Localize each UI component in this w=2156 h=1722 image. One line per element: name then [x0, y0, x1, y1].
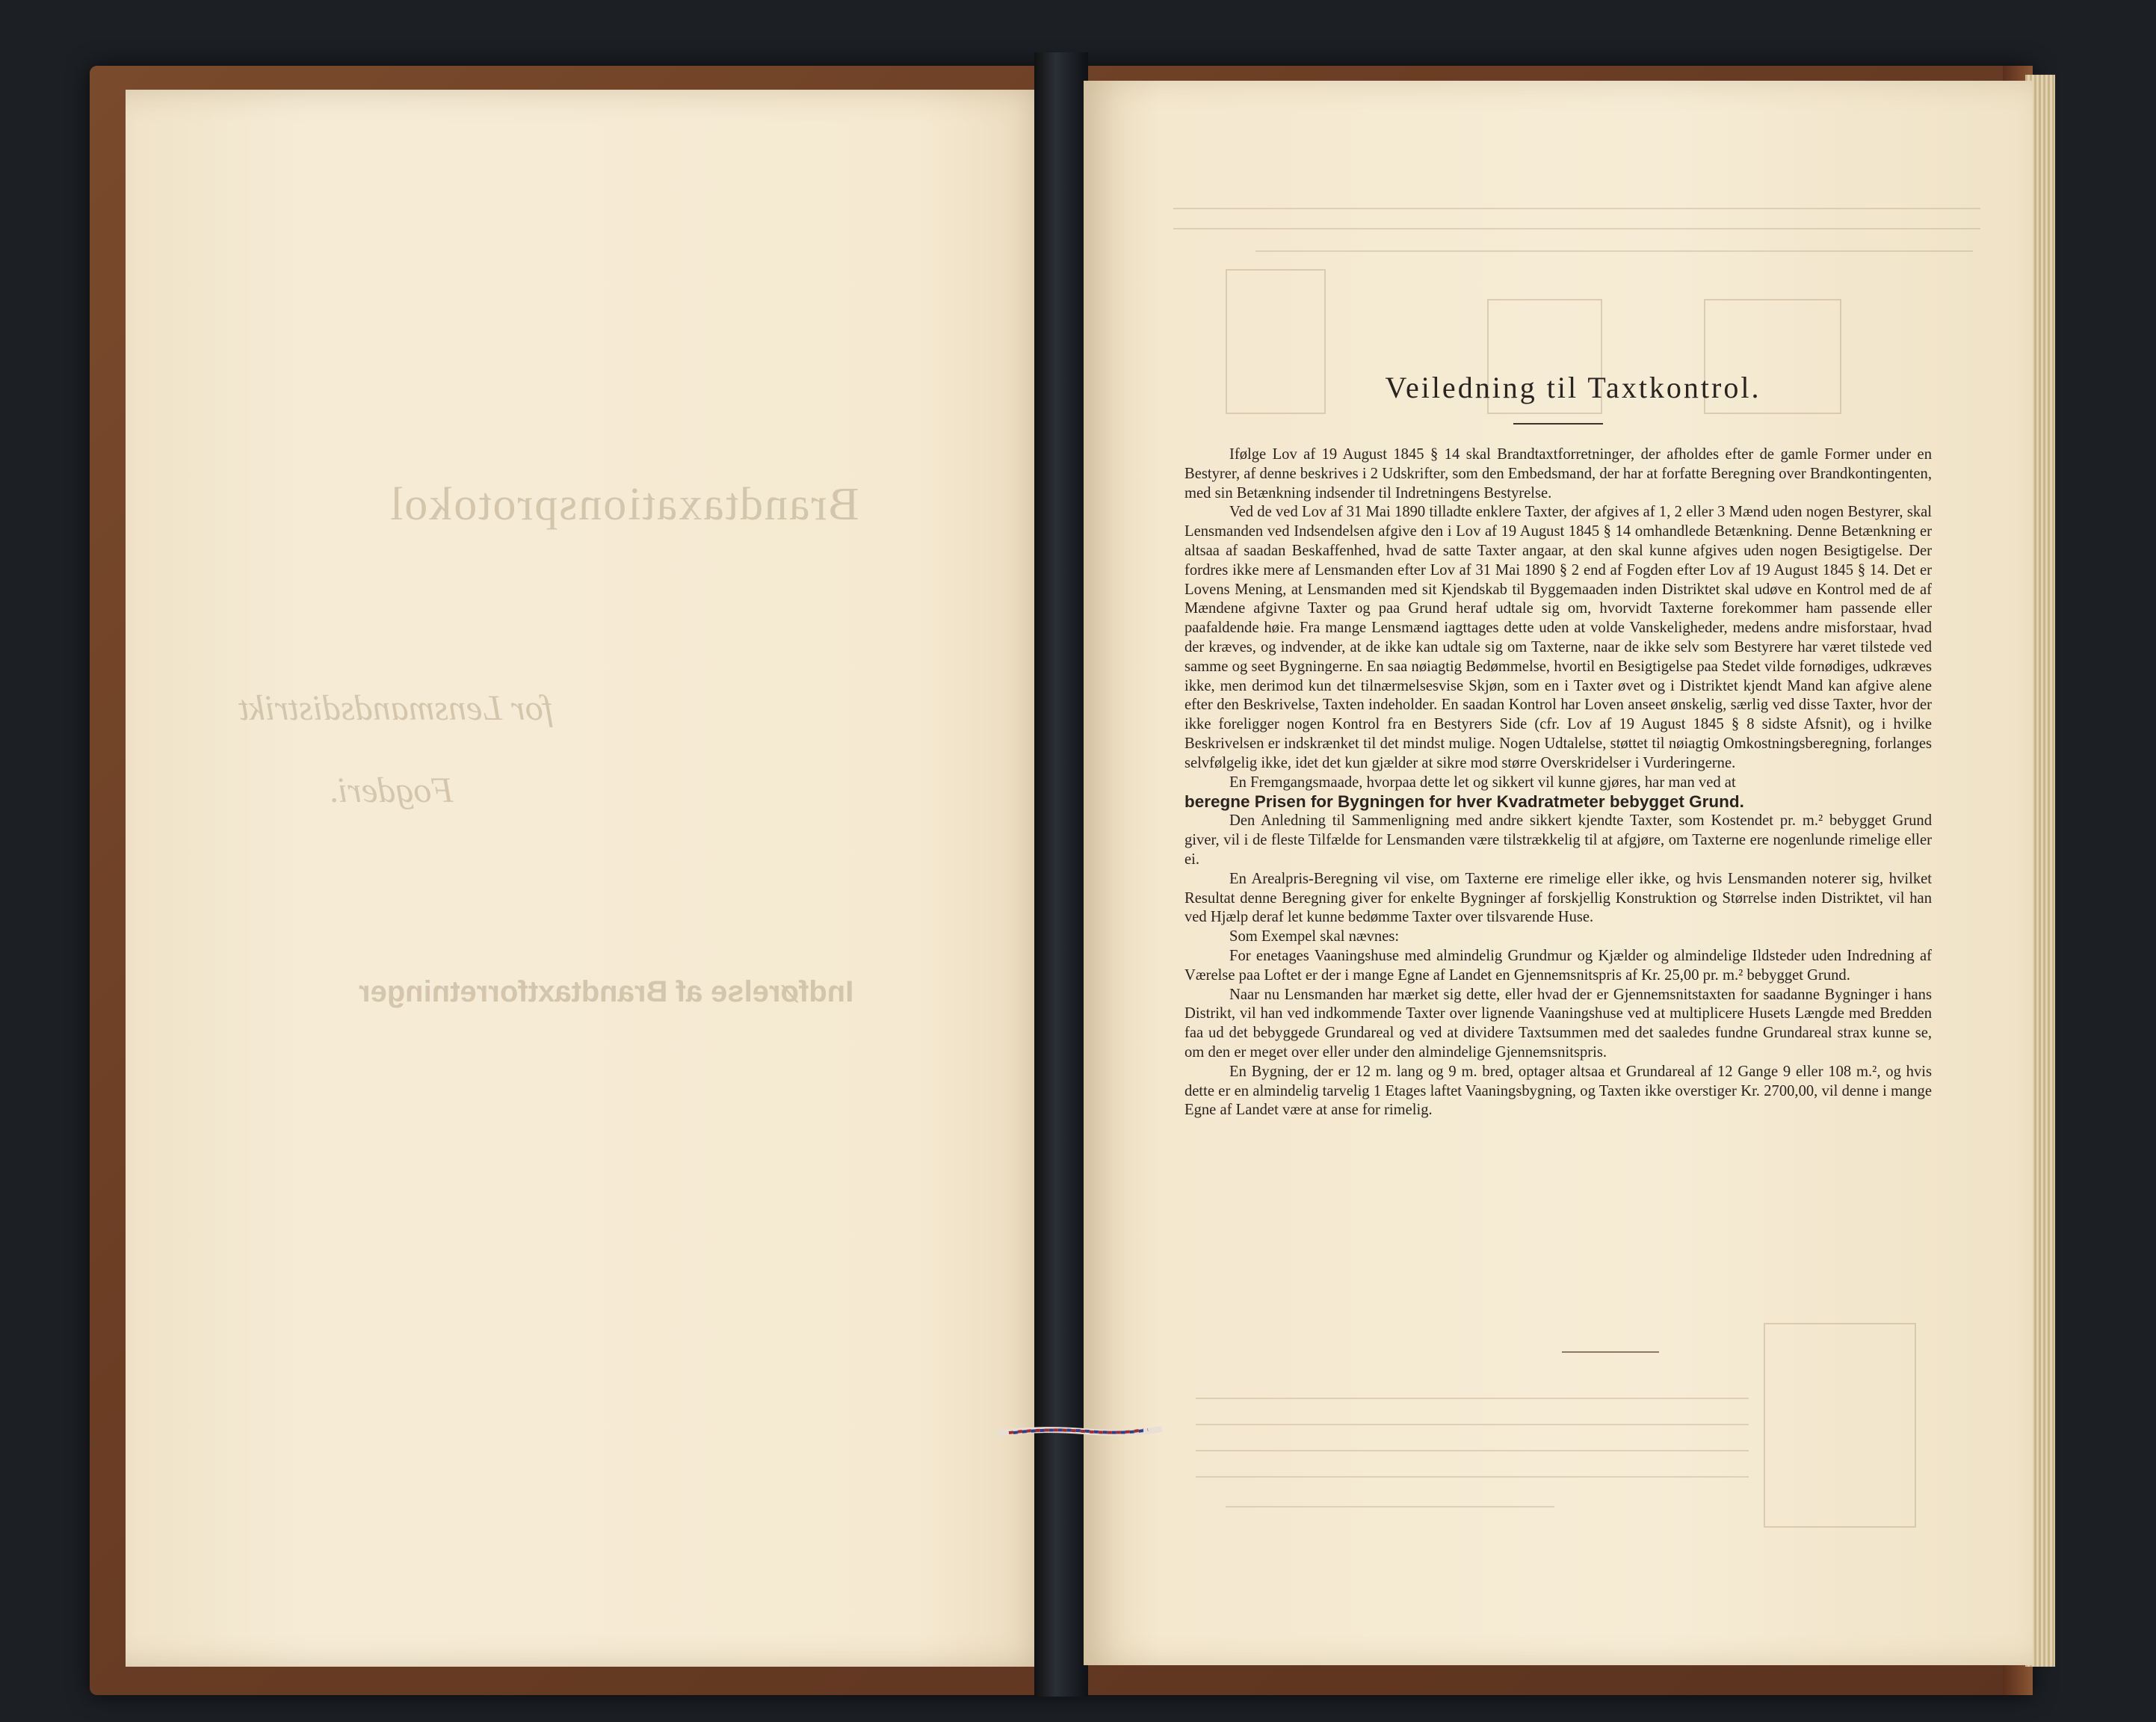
- ghost-line: [1196, 1424, 1749, 1425]
- paragraph: For enetages Vaaningshuse med almindelig Grundmur og Kjælder og almindelige Ildsteder uden Indredning af Værelse paa Loftet er der i mange Egne af Landet en Gjennemsnitspris af Kr. 25,00 pr. m.² bebygget Grund.: [1184, 947, 1932, 984]
- ghost-line: [1173, 208, 1980, 209]
- left-bleed-subtitle: Indførelse af Brandtaxtforretninger: [359, 975, 854, 1008]
- book-spine: [1034, 52, 1088, 1697]
- paragraph: Som Exempel skal nævnes:: [1229, 928, 1400, 945]
- ghost-line: [1226, 1506, 1554, 1507]
- paragraph: Ved de ved Lov af 31 Mai 1890 tilladte enklere Taxter, der afgives af 1, 2 eller 3 Mænd uden nogen Bestyrer, skal Lensmanden ved Indsendelsen afgive den i Lov af 19 August 1845 § 14 omhandlede Betænkning. Denne Betænkning er altsaa af saadan Beskaffenhed, hvad de satte Taxter angaar, at den skal kunne afgives uden nogen Besigtigelse. Der fordres ikke mere af Lensmanden efter Lov af 31 Mai 1890 § 2 end af Fogden efter Lov af 19 August 1845 § 14. Det er Lovens Mening, at Lensmanden med sit Kjendskab til Byggemaaden inden Distriktet skal udøve en Kontrol med de af Mændene afgivne Taxter og paa Grund heraf udtale sig om, hvorvidt Taxterne forekommer ham passende eller paafaldende høie. Fra mange Lensmænd iagttages dette uden at volde Vanskeligheder, medens andre misforstaar, hvad der kræves, og indvender, at de ikke kan udtale sig om Taxterne, naar de ikke selv som Bestyrere har været tilstede ved samme og seet Bygningerne. En saa nøiagtig Bedømmelse, hvortil en Besigtigelse paa Stedet vilde fornødiges, udkræves ikke, men derimod kun det tilnærmelsesvise Skjøn, som en i Taxter øvet og i Distriktet kjendt Mand kan afgive alene efter den Beskrivelse, Taxten indeholder. En saadan Kontrol har Loven anseet ønskelig, særlig ved disse Taxter, hvor der ikke foreligger nogen Kontrol fra en Bestyrers Side (cfr. Lov af 19 August 1845 § 8 sidste Afsnit), og i hvilke Beskrivelsen er indskrænket til det mindst mulige. Nogen Udtalelse, støttet til nøiagtig Omkostningsberegning, forlanges selvfølgelig ikke, idet det kun gjælder at sikre mod større Overskridelser i Vurderingerne.: [1184, 504, 1932, 771]
- ghost-box: [1764, 1323, 1916, 1528]
- instruction-text: [1184, 370, 1932, 1120]
- paragraph: Den Anledning til Sammenligning med andre sikkert kjendte Taxter, som Kostendet pr. m.² bebygget Grund giver, vil i de fleste Tilfælde for Lensmanden være tilstrækkelig til at afgjøre, om Taxterne ere nogenlunde rimelige eller ei.: [1184, 812, 1932, 868]
- emphasized-line: beregne Prisen for Bygningen for hver Kvadratmeter bebygget Grund.: [1184, 792, 1744, 812]
- paragraph: En Fremgangsmaade, hvorpaa dette let og sikkert vil kunne gjøres, har man ved at: [1229, 774, 1736, 791]
- left-bleed-title: Brandtaxationsprotokol: [389, 479, 859, 530]
- binding-thread: [994, 1420, 1166, 1442]
- end-rule: [1562, 1351, 1659, 1353]
- paragraph: Naar nu Lensmanden har mærket sig dette, eller hvad der er Gjennemsnitstaxten for saadanne Bygninger i hans Distrikt, vil han ved indkommende Taxter over lignende Vaaningshuse ved at multiplicere Husets Længde med Bredden faa ud det bebyggede Grundareal og ved at dividere Taxtsummen med det saaledes fundne Grundareal strax kunne se, om den er meget over eller under den almindelige Gjennemsnitspris.: [1184, 986, 1932, 1061]
- ghost-line: [1196, 1398, 1749, 1399]
- ghost-line: [1196, 1476, 1749, 1478]
- ghost-line: [1255, 250, 1973, 252]
- title-rule: [1513, 423, 1603, 425]
- paragraph: En Arealpris-Beregning vil vise, om Taxterne ere rimelige eller ikke, og hvis Lensmanden noterer sig, hvilket Resultat denne Beregning giver for enkelte Bygninger af forskjellig Konstruktion og Størrelse inden Distriktet, vil han ved Hjælp deraf let kunne bedømme Taxter over tilsvarende Huse.: [1184, 870, 1932, 926]
- ghost-line: [1173, 228, 1980, 229]
- paragraph: En Bygning, der er 12 m. lang og 9 m. bred, optager altsaa et Grundareal af 12 Gange 9 eller 108 m.², og hvis dette er en almindelig tarvelig 1 Etages laftet Vaaningsbygning, og Taxten ikke overstiger Kr. 2700,00, vil denne i mange Egne af Landet være at anse for rimelig.: [1184, 1063, 1932, 1119]
- paragraph: Ifølge Lov af 19 August 1845 § 14 skal Brandtaxtforretninger, der afholdes efter de gamle Former under en Bestyrer, af denne beskrives i 2 Udskrifter, som den Embedsmand, der har at forfatte Beregning over Brandkontingenten, med sin Betænkning indsender til Indretningens Bestyrelse.: [1184, 446, 1932, 502]
- left-bleed-bailiwick: Fogderi.: [329, 771, 454, 810]
- left-page: [126, 90, 1057, 1667]
- page-title: Veiledning til Taxtkontrol.: [1385, 371, 1761, 404]
- ghost-line: [1196, 1450, 1749, 1451]
- left-bleed-district: for Lensmandsdistrikt: [239, 688, 554, 728]
